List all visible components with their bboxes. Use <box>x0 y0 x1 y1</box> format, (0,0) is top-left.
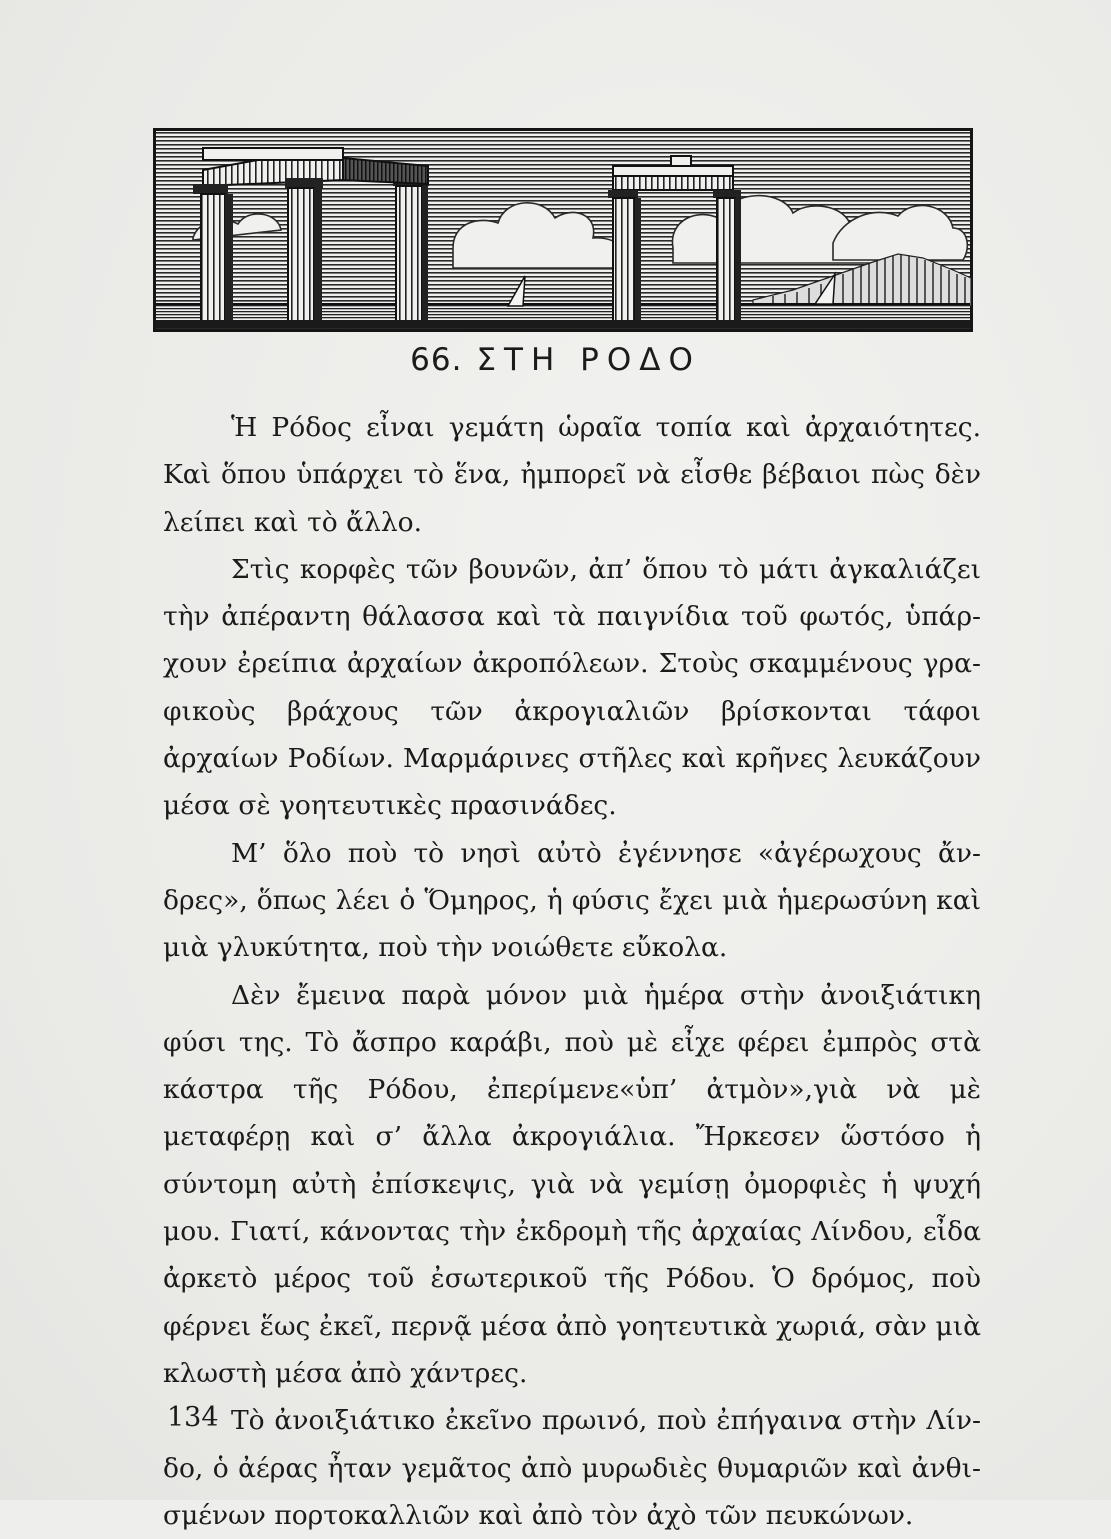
ancient-columns-engraving <box>153 128 973 332</box>
chapter-number: 66. <box>410 342 463 378</box>
paragraph: Στὶς κορφὲς τῶν βουνῶν, ἀπ’ ὅπου τὸ μάτι ἀγκαλιάζει τὴν ἀπέραντη θάλασσα καὶ τὰ παιγνίδια τοῦ φωτός, ὑπάρχουν ἐρείπια ἀρχαίων ἀκροπόλεων. Στοὺς σκαμμένους γραφικοὺς βράχους τῶν ἀκρογιαλιῶν βρίσκονται τάφοι ἀρχαίων Ροδίων. Μαρμάρινες στῆλες καὶ κρῆνες λευκάζουν μέσα σὲ γοητευτικὲς πρασινάδες. <box>163 553 981 822</box>
chapter-title: ΣΤΗ ΡΟΔΟ <box>476 342 701 378</box>
page-number: 134 <box>167 1402 219 1433</box>
header-illustration <box>153 128 973 332</box>
chapter-heading <box>0 342 1111 378</box>
paragraph: Μ’ ὅλο ποὺ τὸ νησὶ αὐτὸ ἐγέννησε «ἀγέρωχους ἄνδρες», ὅπως λέει ὁ Ὅμηρος, ἡ φύσις ἔχει μιὰ ἡμερωσύνη καὶ μιὰ γλυκύτητα, ποὺ τὴν νοιώθετε εὔκολα. <box>163 837 981 964</box>
paragraph: Ἡ Ρόδος εἶναι γεμάτη ὡραῖα τοπία καὶ ἀρχαιότητες. Καὶ ὅπου ὑπάρχει τὸ ἕνα, ἠμπορεῖ νὰ εἶσθε βέβαιοι πὼς δὲν λείπει καὶ τὸ ἄλλο. <box>163 412 981 538</box>
paragraph: Τὸ ἀνοιξιάτικο ἐκεῖνο πρωινό, ποὺ ἐπήγαινα στὴν Λίνδο, ὁ ἀέρας ἦταν γεμᾶτος ἀπὸ μυρωδιὲς θυμαριῶν καὶ ἀνθισμένων πορτοκαλλιῶν καὶ ἀπὸ τὸν ἀχὸ τῶν πευκώνων. <box>163 1405 981 1531</box>
paragraph: Δὲν ἔμεινα παρὰ μόνον μιὰ ἡμέρα στὴν ἀνοιξιάτικη φύσι της. Τὸ ἄσπρο καράβι, ποὺ μὲ εἶχε φέρει ἐμπρὸς στὰ κάστρα τῆς Ρόδου, ἐπερίμενε«ὑπ’ ἀτμὸν»,γιὰ νὰ μὲ μεταφέρῃ καὶ σ’ ἄλλα ἀκρογιάλια. Ἤρκεσεν ὥστόσο ἡ σύντομη αὐτὴ ἐπίσκεψις, γιὰ νὰ γεμίσῃ ὀμορφιὲς ἡ ψυχή μου. Γιατί, κάνοντας τὴν ἐκδρομὴ τῆς ἀρχαίας Λίνδου, εἶδα ἀρκετὸ μέρος τοῦ ἐσωτερικοῦ τῆς Ρόδου. Ὁ δρόμος, ποὺ φέρνει ἕως ἐκεῖ, περνᾷ μέσα ἀπὸ γοητευτικὰ χωριά, σὰν μιὰ κλωστὴ μέσα ἀπὸ χάντρες. <box>163 979 981 1389</box>
body-text <box>163 404 981 1539</box>
